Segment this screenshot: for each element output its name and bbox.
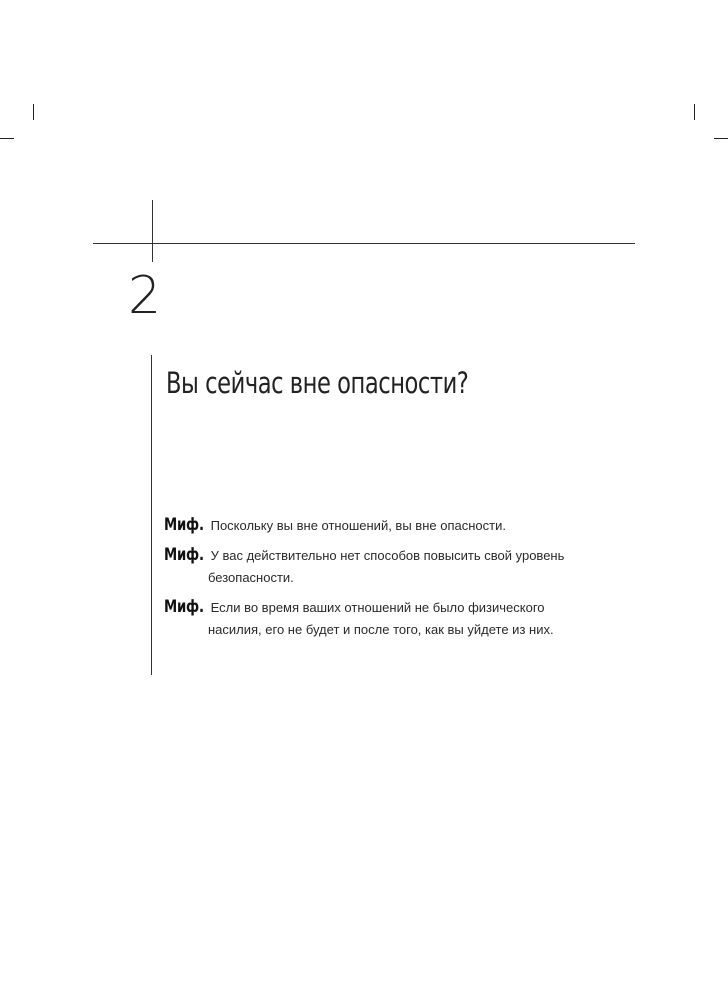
chapter-rule-horizontal [93, 243, 635, 244]
myth-text-continuation: насилия, его не будет и после того, как вы уйдете из них. [208, 622, 554, 637]
myth-text: У вас действительно нет способов повысить свой уровень [210, 548, 565, 563]
myth-item [164, 514, 634, 537]
myth-text: Если во время ваших отношений не было физического [210, 600, 545, 615]
crop-mark-top-right-vertical [694, 104, 695, 120]
chapter-title: Вы сейчас вне опасности? [166, 366, 469, 400]
chapter-rule-vertical-top [152, 200, 153, 262]
myth-label: Миф. [164, 545, 204, 565]
myth-label: Миф. [164, 597, 204, 617]
myth-label: Миф. [164, 515, 204, 535]
myth-item [164, 544, 634, 589]
crop-mark-top-left-vertical [33, 104, 34, 120]
myths-list [164, 514, 634, 648]
myth-item [164, 596, 634, 641]
crop-mark-top-right-horizontal [714, 138, 728, 139]
myth-text: Поскольку вы вне отношений, вы вне опасности. [210, 518, 506, 533]
chapter-rule-vertical-side [151, 355, 152, 675]
chapter-number: 2 [128, 266, 162, 326]
crop-mark-top-left-horizontal [0, 138, 14, 139]
myth-text-continuation: безопасности. [208, 570, 294, 585]
